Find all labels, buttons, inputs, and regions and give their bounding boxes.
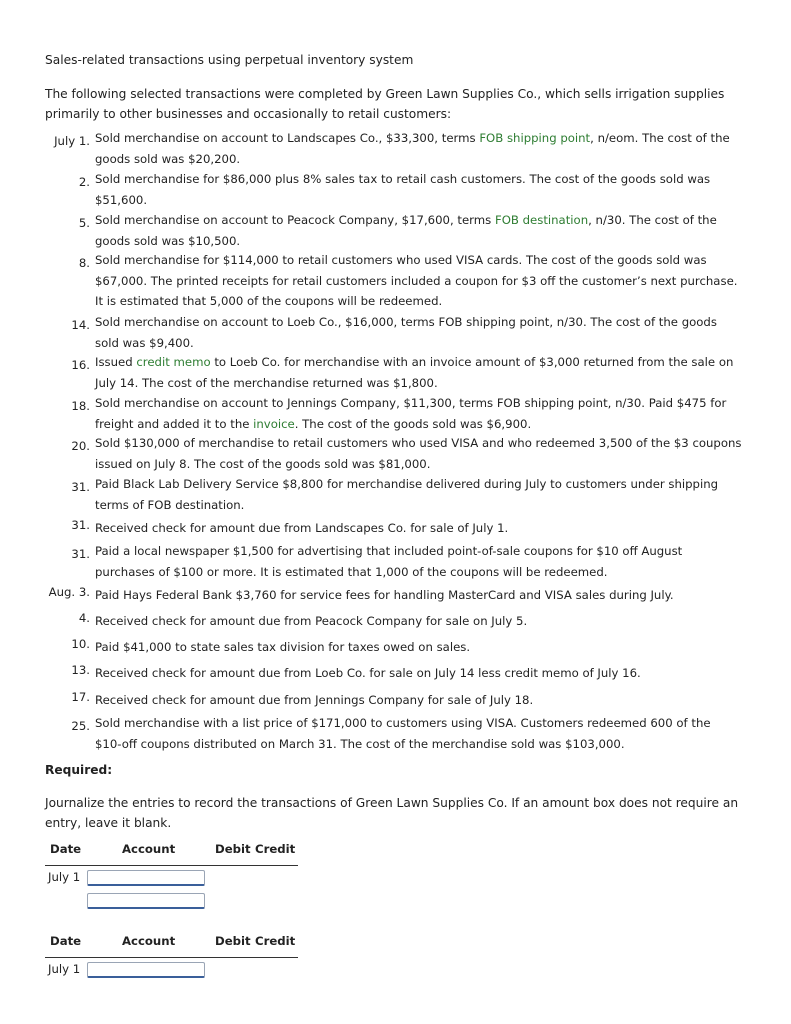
- transaction-date: 31.: [71, 480, 90, 494]
- transaction-date: 5.: [78, 216, 90, 230]
- transaction-date: 2.: [78, 175, 90, 189]
- journal-table-header: [45, 835, 298, 866]
- transaction-date: 16.: [71, 358, 90, 372]
- column-header-account: Account: [122, 934, 176, 948]
- transaction-date: 18.: [71, 399, 90, 413]
- transaction-text: Paid $41,000 to state sales tax division for taxes owed on sales.: [95, 640, 471, 654]
- column-header-credit: Credit: [255, 842, 296, 856]
- transaction-date: Aug. 3.: [48, 585, 90, 599]
- fob-shipping-point-link[interactable]: FOB shipping point: [479, 131, 591, 145]
- transaction-date: 17.: [71, 690, 90, 704]
- transaction-date: 4.: [78, 611, 90, 625]
- journal-entry-date: July 1: [48, 870, 81, 884]
- transaction-text: Sold merchandise on account to Peacock Company, $17,600, terms FOB destination, n/30. The cost of the goods sold was $10,500.: [95, 213, 717, 248]
- invoice-link[interactable]: invoice: [253, 416, 295, 431]
- transaction-text: Sold merchandise on account to Jennings Company, $11,300, terms FOB shipping point, n/30. Paid $475 for freight and added it to the invoice. The cost of the goods sold was $6,900.: [95, 396, 727, 431]
- journal-table-header: [45, 927, 298, 958]
- problem-intro: The following selected transactions were completed by Green Lawn Supplies Co., which sells irrigation supplies primarily to other businesses and occasionally to retail customers:: [45, 87, 725, 121]
- transaction-date: 20.: [71, 439, 90, 453]
- transaction-text: Paid Hays Federal Bank $3,760 for service fees for handling MasterCard and VISA sales during July.: [95, 588, 674, 602]
- transaction-date: 13.: [71, 663, 90, 677]
- transaction-text: Sold $130,000 of merchandise to retail customers who used VISA and who redeemed 3,500 of the $3 coupons issued on July 8. The cost of the goods sold was $81,000.: [95, 436, 742, 471]
- problem-title: Sales-related transactions using perpetual inventory system: [45, 53, 414, 67]
- transaction-date: 25.: [71, 719, 90, 733]
- transaction-text: Sold merchandise for $114,000 to retail customers who used VISA cards. The cost of the goods sold was $67,000. The printed receipts for retail customers included a coupon for $3 off the customer’s next purchase. It is estimated that 5,000 of the coupons will be redeemed.: [95, 253, 738, 308]
- transaction-text: Paid a local newspaper $1,500 for advertising that included point-of-sale coupons for $10 off August purchases of $100 or more. It is estimated that 1,000 of the coupons will be redeemed.: [95, 544, 683, 579]
- transaction-text: Received check for amount due from Loeb Co. for sale on July 14 less credit memo of July 16.: [95, 666, 641, 680]
- transaction-text: Sold merchandise on account to Loeb Co., $16,000, terms FOB shipping point, n/30. The cost of the goods sold was $9,400.: [95, 315, 717, 350]
- column-header-date: Date: [50, 842, 82, 856]
- column-header-date: Date: [50, 934, 82, 948]
- transaction-date: 10.: [71, 637, 90, 651]
- transaction-text: Received check for amount due from Jennings Company for sale of July 18.: [95, 693, 534, 707]
- transaction-text: Received check for amount due from Peacock Company for sale on July 5.: [95, 614, 528, 628]
- account-input[interactable]: [87, 893, 205, 909]
- transaction-text: Sold merchandise for $86,000 plus 8% sales tax to retail cash customers. The cost of the goods sold was $51,600.: [95, 172, 711, 207]
- transaction-date: July 1.: [54, 134, 90, 148]
- journal-entry-date: July 1: [48, 962, 81, 976]
- transaction-date: 31.: [71, 518, 90, 532]
- transaction-text: Sold merchandise on account to Landscapes Co., $33,300, terms FOB shipping point, n/eom. The cost of the goods sold was $20,200.: [95, 131, 730, 166]
- required-heading: Required:: [45, 763, 113, 777]
- transaction-date: 31.: [71, 547, 90, 561]
- column-header-debit: Debit: [215, 934, 251, 948]
- transaction-text: Sold merchandise with a list price of $171,000 to customers using VISA. Customers redeemed 600 of the $10-off coupons distributed on March 31. The cost of the merchandise sold was $103,000.: [95, 716, 711, 751]
- transaction-text: Paid Black Lab Delivery Service $8,800 for merchandise delivered during July to customers under shipping terms of FOB destination.: [95, 477, 719, 512]
- column-header-debit: Debit: [215, 842, 251, 856]
- column-header-credit: Credit: [255, 934, 296, 948]
- fob-destination-link[interactable]: FOB destination: [494, 213, 589, 227]
- column-header-account: Account: [122, 842, 176, 856]
- transaction-date: 8.: [78, 256, 90, 270]
- required-instructions: Journalize the entries to record the transactions of Green Lawn Supplies Co. If an amount box does not require an entry, leave it blank.: [45, 796, 739, 830]
- transaction-date: 14.: [71, 318, 90, 332]
- credit-memo-link[interactable]: credit memo: [136, 355, 211, 369]
- account-input[interactable]: [87, 870, 205, 886]
- transaction-text: Issued credit memo to Loeb Co. for merchandise with an invoice amount of $3,000 returned from the sale on July 14. The cost of the merchandise returned was $1,800.: [95, 355, 734, 390]
- transaction-text: Received check for amount due from Landscapes Co. for sale of July 1.: [95, 521, 509, 535]
- account-input[interactable]: [87, 962, 205, 978]
